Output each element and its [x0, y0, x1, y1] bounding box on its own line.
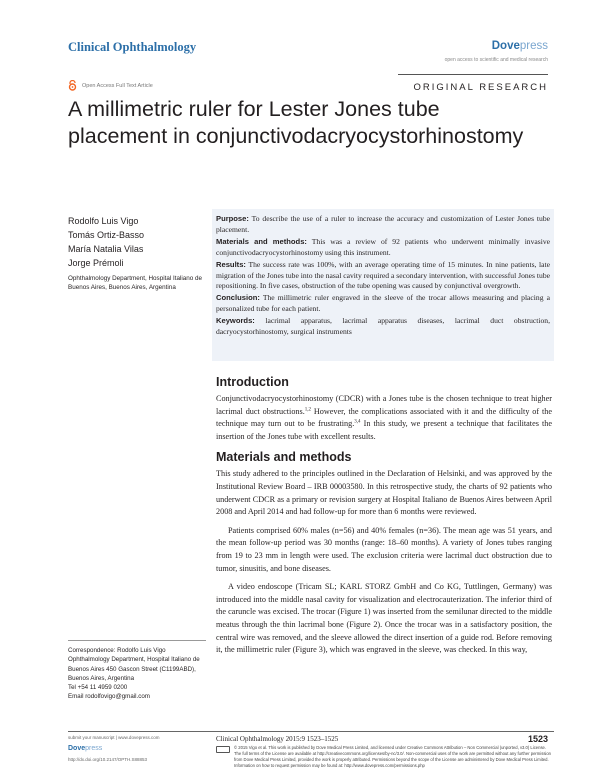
author[interactable]: Tomás Ortiz-Basso	[68, 230, 145, 240]
reference-link[interactable]: 3,4	[354, 419, 361, 425]
methods-label: Materials and methods:	[216, 236, 307, 246]
intro-text-b: However, the complications associated with it and the difficulty of the technique may turn out to be frustrating.	[216, 406, 552, 429]
open-access-icon	[68, 80, 77, 91]
abstract-box	[212, 209, 554, 361]
footer-citation: Clinical Ophthalmology 2015:9 1523–1525	[216, 735, 339, 743]
abstract-results	[216, 260, 550, 293]
affiliation: Ophthalmology Department, Hospital Italiano de Buenos Aires, Buenos Aires, Argentina	[68, 275, 203, 292]
journal-name: Clinical Ophthalmology	[68, 40, 197, 54]
publisher-tagline: open access to scientific and medical research	[444, 57, 548, 63]
intro-text-a: Conjunctivodacryocystorhinostomy (CDCR) with a Jones tube is the chosen technique to treat higher lacrimal duct obstructions.	[216, 394, 552, 416]
doi-link[interactable]: http://dx.doi.org/10.2147/OPTH.S88853	[68, 757, 148, 762]
article-title	[68, 96, 558, 150]
keywords-text: lacrimal apparatus, lacrimal apparatus diseases, lacrimal duct obstruction, dacryocystorhinostomy, surgical instruments	[216, 316, 550, 337]
correspondence-email[interactable]: Email rodolfovigo@gmail.com	[68, 693, 150, 701]
intro-heading: Introduction	[216, 375, 289, 389]
abstract-conclusion	[216, 293, 550, 315]
author[interactable]: Jorge Prémoli	[68, 258, 124, 268]
open-access-badge	[68, 80, 153, 91]
header-divider	[398, 74, 548, 75]
abstract-keywords	[216, 316, 550, 338]
author[interactable]: María Natalia Vilas	[68, 244, 144, 254]
methods-text: This was a review of 92 patients who underwent minimally invasive conjunctivodacryocystorhinostomy using this instrument.	[216, 236, 550, 257]
article-type: ORIGINAL RESEARCH	[413, 82, 548, 93]
purpose-text: To describe the use of a ruler to increase the accuracy and customization of Lester Jones tube placement.	[216, 214, 550, 234]
methods-paragraph-1: This study adhered to the principles outlined in the Declaration of Helsinki, and was approved by the Institutional Review Board – IRB 00003580. In this retrospective study, the charts of 92 patients who underwent CDCR as a primary or revision surgery at Hospital Italiano de Buenos Aires between April 2008 and April 2014 and had follow-up for more than 6 months were reviewed.	[216, 469, 552, 517]
conclusion-label: Conclusion:	[216, 293, 260, 303]
page-number: 1523	[528, 734, 549, 744]
brand-press: press	[519, 40, 548, 52]
footer-logo[interactable]	[68, 745, 102, 752]
results-label: Results:	[216, 259, 246, 269]
purpose-label: Purpose:	[216, 214, 249, 223]
conclusion-text: The millimetric ruler engraved in the sleeve of the trocar allows measuring and placing a personalized tube for each patient.	[216, 293, 550, 314]
creative-commons-icon[interactable]	[216, 746, 230, 753]
reference-link[interactable]: 1,2	[304, 406, 311, 412]
title-line-1: A millimetric ruler for Lester Jones tube	[68, 97, 440, 121]
results-text: The success rate was 100%, with an average operating time of 15 minutes. In nine patients, late migration of the Jones tube into the nasal cavity required a secondary intervention, with successful Jones tube repositioning. In five cases, obstruction of the tube opening was caused by conjunctival overgrowth.	[216, 259, 551, 291]
article-body	[216, 370, 552, 663]
license-block	[216, 745, 554, 769]
author-list	[68, 214, 208, 270]
title-line-2: placement in conjunctivodacryocystorhinostomy	[68, 124, 524, 148]
footer-press: press	[85, 745, 103, 752]
abstract-methods	[216, 237, 550, 259]
submit-link[interactable]: submit your manuscript | www.dovepress.com	[68, 735, 160, 740]
correspondence-divider	[68, 640, 206, 641]
abstract-purpose	[216, 214, 550, 236]
intro-paragraph	[216, 393, 552, 443]
correspondence	[68, 646, 208, 702]
methods-heading: Materials and methods	[216, 450, 352, 465]
correspondence-label: Correspondence: Rodolfo Luis Vigo	[68, 647, 166, 654]
intro-text-c: In this study, we present a technique that facilitates the insertion of the Jones tube with excellent results.	[216, 419, 552, 441]
correspondence-tel: Tel +54 11 4959 0200	[68, 684, 128, 692]
author[interactable]: Rodolfo Luis Vigo	[68, 216, 139, 226]
license-text: © 2015 Vigo et al. This work is published by Dove Medical Press Limited, and licensed under Creative Commons Attribution – Non Commercial (unported, v3.0) License. The full terms of the License are available at http://creativecommons.org/licenses/by-nc/3.0/. Non-commercial uses of the work are permitted without any further permission from Dove Medical Press Limited, provided the work is properly attributed. Permissions beyond the scope of the License are administered by Dove Medical Press Limited. Information on how to request permission may be found at: http://www.dovepress.com/permissions.php	[234, 745, 551, 768]
keywords-label: Keywords:	[216, 316, 255, 326]
methods-paragraph-3: A video endoscope (Tricam SL; KARL STORZ GmbH and Co KG, Tuttlingen, Germany) was introduced into the middle nasal cavity for visualization and electrocauterization. The inferior third of the caruncle was excised. The trocar (Figure 1) was inserted from the semilunar directed to the middle meatus through the thin lacrimal bone (Figure 2). Once the trocar was in a satisfactory position, the central wire was removed, and the sleeve allowed the direct insertion of a guide rod. Before removing it, the millimetric ruler (Figure 3), which was engraved in the sleeve, was checked. In this way,	[216, 582, 552, 655]
brand-dove: Dove	[491, 40, 520, 52]
footer-dove: Dove	[68, 745, 86, 752]
open-access-label: Open Access Full Text Article	[82, 82, 153, 89]
footer-divider	[68, 731, 554, 732]
correspondence-address: Ophthalmology Department, Hospital Italiano de Buenos Aires 450 Gascon Street (C1199ABD), Buenos Aires, Argentina	[68, 656, 200, 682]
methods-paragraph-2: Patients comprised 60% males (n=56) and 40% females (n=36). The mean age was 51 years, and the mean follow-up period was 30 months (range: 18–60 months). A variety of Jones tubes ranging from 19 to 23 mm in length were used. The exclusion criteria were lacrimal duct obstruction due to tumor, sinusitis, and bone diseases.	[216, 525, 552, 573]
publisher-logo[interactable]	[492, 40, 548, 52]
